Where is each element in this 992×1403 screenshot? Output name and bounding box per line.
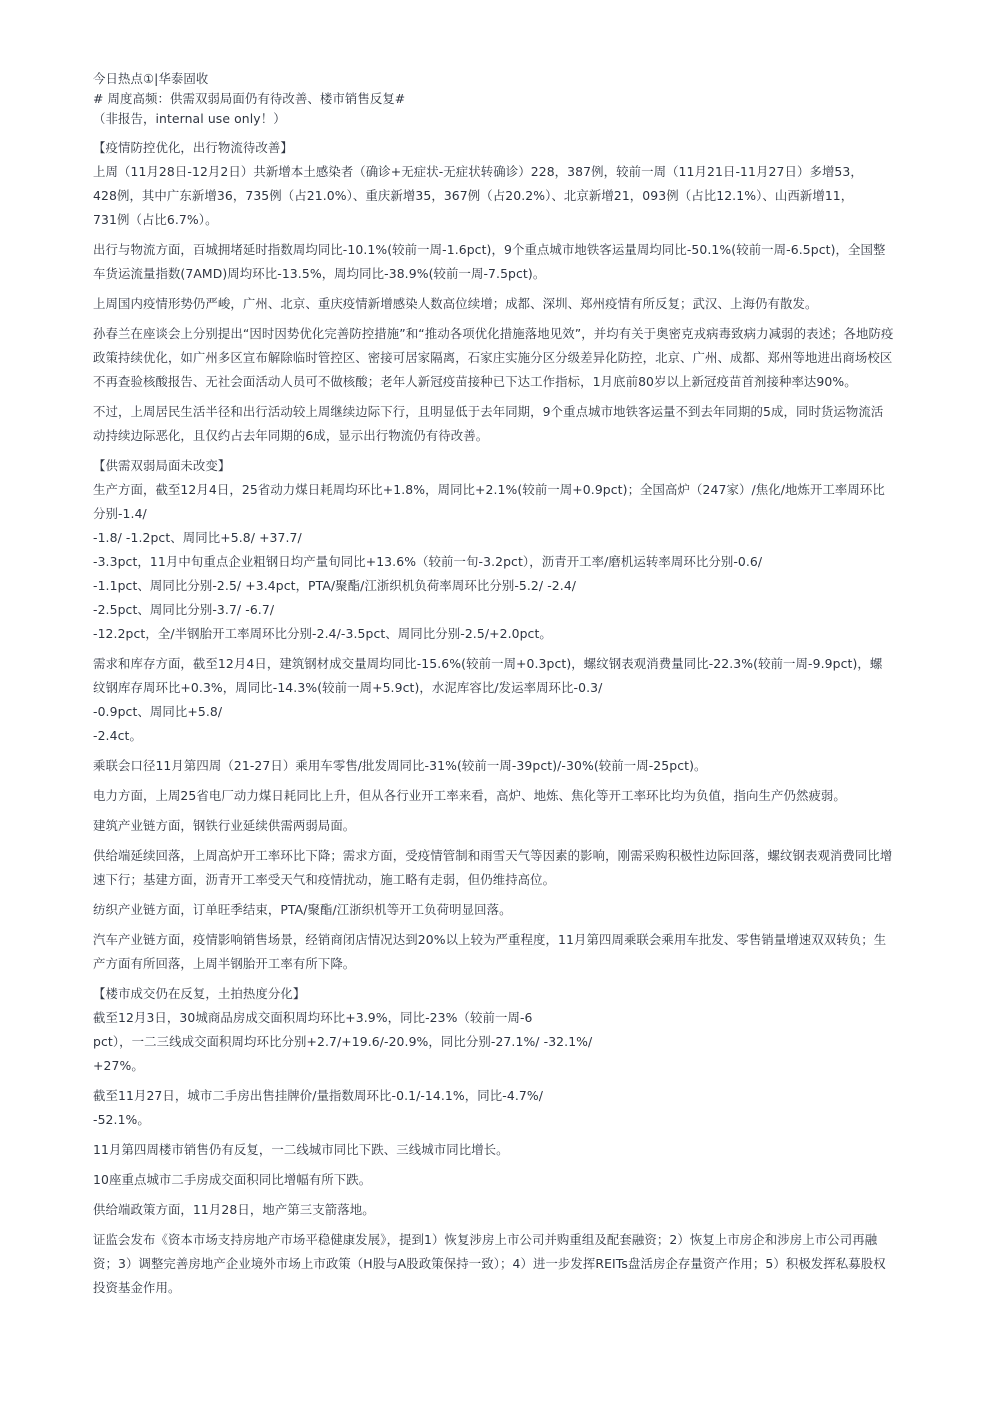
header-disclaimer: （非报告，internal use only！） xyxy=(93,111,286,126)
paragraph xyxy=(93,1138,942,1162)
paragraph xyxy=(93,1006,942,1078)
document-header xyxy=(93,69,942,129)
paragraph-line: 产方面有所回落，上周半钢胎开工率有所下降。 xyxy=(93,956,356,971)
paragraph-line: 上周国内疫情形势仍严峻，广州、北京、重庆疫情新增感染人数高位续增；成都、深圳、郑州疫情有所反复；武汉、上海仍有散发。 xyxy=(93,296,818,311)
section-property-market xyxy=(93,982,942,1300)
paragraph xyxy=(93,160,942,232)
paragraph xyxy=(93,322,942,394)
paragraph-line: 需求和库存方面，截至12月4日，建筑钢材成交量周均同比-15.6%(较前一周+0.3pct)，螺纹钢表观消费量同比-22.3%(较前一周-9.9pct)，螺 xyxy=(93,656,883,671)
section-title: 【疫情防控优化，出行物流待改善】 xyxy=(93,140,293,155)
paragraph-line: -0.9pct、周同比+5.8/ xyxy=(93,704,223,719)
paragraph-line: -1.1pct、周同比分别-2.5/ +3.4pct，PTA/聚酯/江浙织机负荷率周环比分别-5.2/ -2.4/ xyxy=(93,578,577,593)
section-epidemic xyxy=(93,136,942,448)
paragraph-line: 截至11月27日，城市二手房出售挂牌价/量指数周环比-0.1/-14.1%，同比-4.7%/ xyxy=(93,1088,543,1103)
paragraph-line: +27%。 xyxy=(93,1058,144,1073)
paragraph-line: -12.2pct，全/半钢胎开工率周环比分别-2.4/-3.5pct、周同比分别-2.5/+2.0pct。 xyxy=(93,626,552,641)
paragraph-line: 供给端延续回落，上周高炉开工率环比下降；需求方面，受疫情管制和雨雪天气等因素的影响，刚需采购积极性边际回落，螺纹钢表观消费同比增 xyxy=(93,848,893,863)
paragraph-line: 资；3）调整完善房地产企业境外市场上市政策（H股与A股政策保持一致）；4）进一步发挥REITs盘活房企存量资产作用；5）积极发挥私募股权 xyxy=(93,1256,886,1271)
paragraph-line: 乘联会口径11月第四周（21-27日）乘用车零售/批发周同比-31%(较前一周-39pct)/-30%(较前一周-25pct)。 xyxy=(93,758,707,773)
paragraph-line: 速下行；基建方面，沥青开工率受天气和疫情扰动，施工略有走弱，但仍维持高位。 xyxy=(93,872,556,887)
paragraph-line: 不过，上周居民生活半径和出行活动较上周继续边际下行，且明显低于去年同期，9个重点城市地铁客运量不到去年同期的5成，同时货运物流活 xyxy=(93,404,884,419)
paragraph-line: 纺织产业链方面，订单旺季结束，PTA/聚酯/江浙织机等开工负荷明显回落。 xyxy=(93,902,512,917)
paragraph-line: 动持续边际恶化，且仅约占去年同期的6成，显示出行物流仍有待改善。 xyxy=(93,428,489,443)
paragraph xyxy=(93,478,942,646)
paragraph-line: 分别-1.4/ xyxy=(93,506,147,521)
paragraph-line: 建筑产业链方面，钢铁行业延续供需两弱局面。 xyxy=(93,818,356,833)
paragraph-line: pct），一二三线成交面积周均环比分别+2.7/+19.6/-20.9%，同比分别-27.1%/ -32.1%/ xyxy=(93,1034,593,1049)
paragraph-line: 截至12月3日，30城商品房成交面积周均环比+3.9%，同比-23%（较前一周-6 xyxy=(93,1010,533,1025)
paragraph xyxy=(93,844,942,892)
paragraph-line: 纹钢库存周环比+0.3%，周同比-14.3%(较前一周+5.9ct)，水泥库容比/发运率周环比-0.3/ xyxy=(93,680,603,695)
paragraph-line: 11月第四周楼市销售仍有反复，一二线城市同比下跌、三线城市同比增长。 xyxy=(93,1142,509,1157)
paragraph-line: 汽车产业链方面，疫情影响销售场景，经销商闭店情况达到20%以上较为严重程度，11月第四周乘联会乘用车批发、零售销量增速双双转负；生 xyxy=(93,932,887,947)
paragraph-line: 投资基金作用。 xyxy=(93,1280,181,1295)
paragraph xyxy=(93,928,942,976)
section-supply-demand xyxy=(93,454,942,976)
paragraph-line: 孙春兰在座谈会上分别提出“因时因势优化完善防控措施”和“推动各项优化措施落地见效”，并均有关于奥密克戎病毒致病力减弱的表述；各地防疫 xyxy=(93,326,894,341)
paragraph-line: 供给端政策方面，11月28日，地产第三支箭落地。 xyxy=(93,1202,375,1217)
paragraph-line: 上周（11月28日-12月2日）共新增本土感染者（确诊+无症状-无症状转确诊）228，387例，较前一周（11月21日-11月27日）多增53， xyxy=(93,164,863,179)
paragraph-line: 10座重点城市二手房成交面积同比增幅有所下跌。 xyxy=(93,1172,372,1187)
paragraph xyxy=(93,784,942,808)
paragraph xyxy=(93,814,942,838)
paragraph xyxy=(93,1084,942,1132)
paragraph-line: -2.4ct。 xyxy=(93,728,142,743)
paragraph xyxy=(93,652,942,748)
section-title: 【供需双弱局面未改变】 xyxy=(93,458,231,473)
paragraph xyxy=(93,400,942,448)
paragraph xyxy=(93,1228,942,1300)
paragraph xyxy=(93,1168,942,1192)
header-headline: # 周度高频：供需双弱局面仍有待改善、楼市销售反复# xyxy=(93,91,406,106)
section-title: 【楼市成交仍在反复，土拍热度分化】 xyxy=(93,986,306,1001)
paragraph-line: -1.8/ -1.2pct、周同比+5.8/ +37.7/ xyxy=(93,530,302,545)
paragraph-line: 生产方面，截至12月4日，25省动力煤日耗周均环比+1.8%，周同比+2.1%(较前一周+0.9pct)；全国高炉（247家）/焦化/地炼开工率周环比 xyxy=(93,482,885,497)
paragraph xyxy=(93,238,942,286)
paragraph-line: 428例，其中广东新增36，735例（占21.0%）、重庆新增35，367例（占20.2%）、北京新增21，093例（占比12.1%）、山西新增11， xyxy=(93,188,854,203)
paragraph-line: -3.3pct，11月中旬重点企业粗钢日均产量旬同比+13.6%（较前一旬-3.2pct），沥青开工率/磨机运转率周环比分别-0.6/ xyxy=(93,554,763,569)
paragraph-line: 不再查验核酸报告、无社会面活动人员可不做核酸；老年人新冠疫苗接种已下达工作指标，1月底前80岁以上新冠疫苗首剂接种率达90%。 xyxy=(93,374,857,389)
paragraph xyxy=(93,1198,942,1222)
paragraph-line: -52.1%。 xyxy=(93,1112,150,1127)
header-source: 今日热点①|华泰固收 xyxy=(93,71,209,86)
paragraph-line: 政策持续优化，如广州多区宣布解除临时管控区、密接可居家隔离，石家庄实施分区分级差异化防控，北京、广州、成都、郑州等地进出商场校区 xyxy=(93,350,893,365)
paragraph xyxy=(93,898,942,922)
paragraph xyxy=(93,754,942,778)
paragraph-line: 731例（占比6.7%）。 xyxy=(93,212,218,227)
paragraph-line: 电力方面，上周25省电厂动力煤日耗同比上升，但从各行业开工率来看，高炉、地炼、焦化等开工率环比均为负值，指向生产仍然疲弱。 xyxy=(93,788,846,803)
paragraph-line: -2.5pct、周同比分别-3.7/ -6.7/ xyxy=(93,602,275,617)
paragraph xyxy=(93,292,942,316)
paragraph-line: 证监会发布《资本市场支持房地产市场平稳健康发展》，提到1）恢复涉房上市公司并购重组及配套融资；2）恢复上市房企和涉房上市公司再融 xyxy=(93,1232,878,1247)
paragraph-line: 出行与物流方面，百城拥堵延时指数周均同比-10.1%(较前一周-1.6pct)，9个重点城市地铁客运量周均同比-50.1%(较前一周-6.5pct)，全国整 xyxy=(93,242,886,257)
paragraph-line: 车货运流量指数(7AMD)周均环比-13.5%，周均同比-38.9%(较前一周-7.5pct)。 xyxy=(93,266,546,281)
